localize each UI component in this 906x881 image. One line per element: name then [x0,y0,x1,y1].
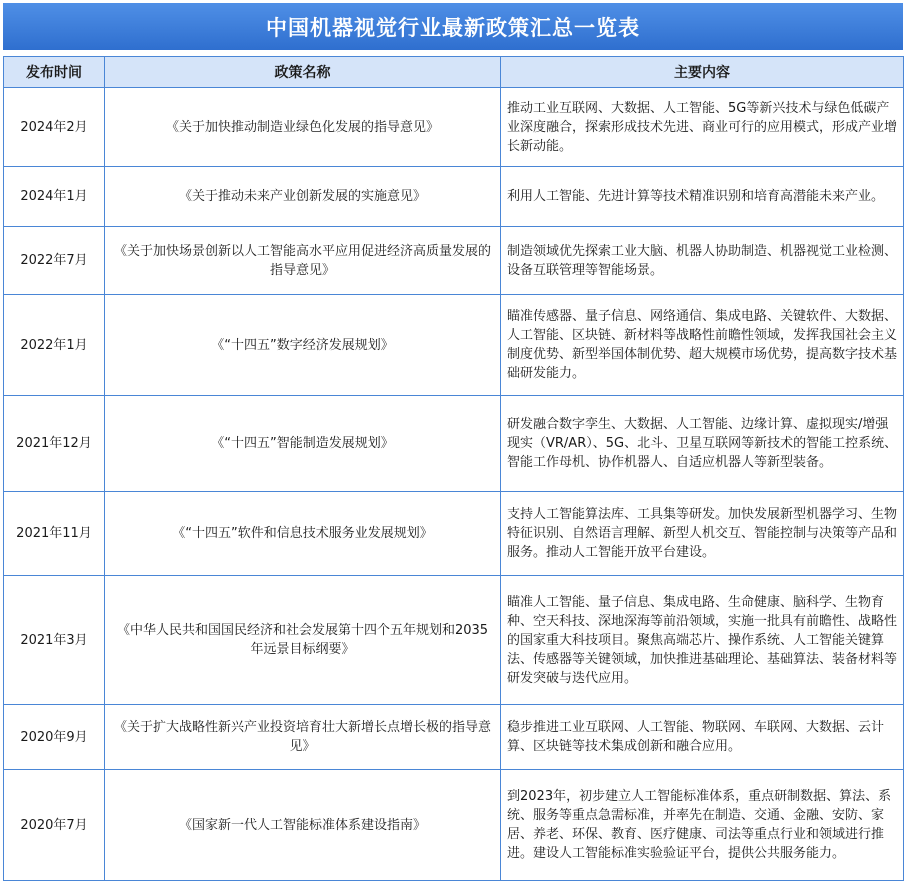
cell-date: 2021年3月 [4,576,105,705]
cell-main-content: 推动工业互联网、大数据、人工智能、5G等新兴技术与绿色低碳产业深度融合，探索形成技术先进、商业可行的应用模式，形成产业增长新动能。 [501,88,904,167]
cell-policy-name: 《关于扩大战略性新兴产业投资培育壮大新增长点增长极的指导意见》 [105,705,501,770]
page-title: 中国机器视觉行业最新政策汇总一览表 [266,14,640,40]
cell-policy-name: 《“十四五”软件和信息技术服务业发展规划》 [105,492,501,576]
table-row [4,492,904,576]
cell-main-content: 研发融合数字孪生、大数据、人工智能、边缘计算、虚拟现实/增强现实（VR/AR）、5G、北斗、卫星互联网等新技术的智能工控系统、智能工作母机、协作机器人、自适应机器人等新型装备。 [501,396,904,492]
table-row [4,167,904,227]
cell-main-content: 到2023年，初步建立人工智能标准体系，重点研制数据、算法、系统、服务等重点急需标准，并率先在制造、交通、金融、安防、家居、养老、环保、教育、医疗健康、司法等重点行业和领域进行推进。建设人工智能标准实验验证平台，提供公共服务能力。 [501,770,904,881]
header-date: 发布时间 [4,57,105,88]
cell-policy-name: 《国家新一代人工智能标准体系建设指南》 [105,770,501,881]
cell-date: 2022年7月 [4,227,105,295]
header-main-content: 主要内容 [501,57,904,88]
title-bar [3,3,903,50]
header-policy-name: 政策名称 [105,57,501,88]
table-row [4,227,904,295]
table-row [4,396,904,492]
table-row [4,770,904,881]
table-row [4,295,904,396]
cell-main-content: 稳步推进工业互联网、人工智能、物联网、车联网、大数据、云计算、区块链等技术集成创新和融合应用。 [501,705,904,770]
cell-main-content: 支持人工智能算法库、工具集等研发。加快发展新型机器学习、生物特征识别、自然语言理解、新型人机交互、智能控制与决策等产品和服务。推动人工智能开放平台建设。 [501,492,904,576]
cell-main-content: 瞄准传感器、量子信息、网络通信、集成电路、关键软件、大数据、人工智能、区块链、新材料等战略性前瞻性领域，发挥我国社会主义制度优势、新型举国体制优势、超大规模市场优势，提高数字技术基础研发能力。 [501,295,904,396]
table-row [4,576,904,705]
cell-policy-name: 《中华人民共和国国民经济和社会发展第十四个五年规划和2035年远景目标纲要》 [105,576,501,705]
cell-main-content: 利用人工智能、先进计算等技术精准识别和培育高潜能未来产业。 [501,167,904,227]
table-row [4,705,904,770]
cell-main-content: 瞄准人工智能、量子信息、集成电路、生命健康、脑科学、生物育种、空天科技、深地深海等前沿领域，实施一批具有前瞻性、战略性的国家重大科技项目。聚焦高端芯片、操作系统、人工智能关键算法、传感器等关键领域，加快推进基础理论、基础算法、装备材料等研发突破与迭代应用。 [501,576,904,705]
table-header-row [4,57,904,88]
cell-date: 2024年2月 [4,88,105,167]
cell-date: 2020年9月 [4,705,105,770]
cell-policy-name: 《“十四五”数字经济发展规划》 [105,295,501,396]
cell-main-content: 制造领域优先探索工业大脑、机器人协助制造、机器视觉工业检测、设备互联管理等智能场景。 [501,227,904,295]
policy-table [3,56,904,881]
cell-date: 2024年1月 [4,167,105,227]
cell-date: 2021年11月 [4,492,105,576]
cell-policy-name: 《关于推动未来产业创新发展的实施意见》 [105,167,501,227]
cell-date: 2021年12月 [4,396,105,492]
cell-date: 2022年1月 [4,295,105,396]
cell-policy-name: 《“十四五”智能制造发展规划》 [105,396,501,492]
table-row [4,88,904,167]
cell-policy-name: 《关于加快场景创新以人工智能高水平应用促进经济高质量发展的指导意见》 [105,227,501,295]
cell-date: 2020年7月 [4,770,105,881]
cell-policy-name: 《关于加快推动制造业绿色化发展的指导意见》 [105,88,501,167]
